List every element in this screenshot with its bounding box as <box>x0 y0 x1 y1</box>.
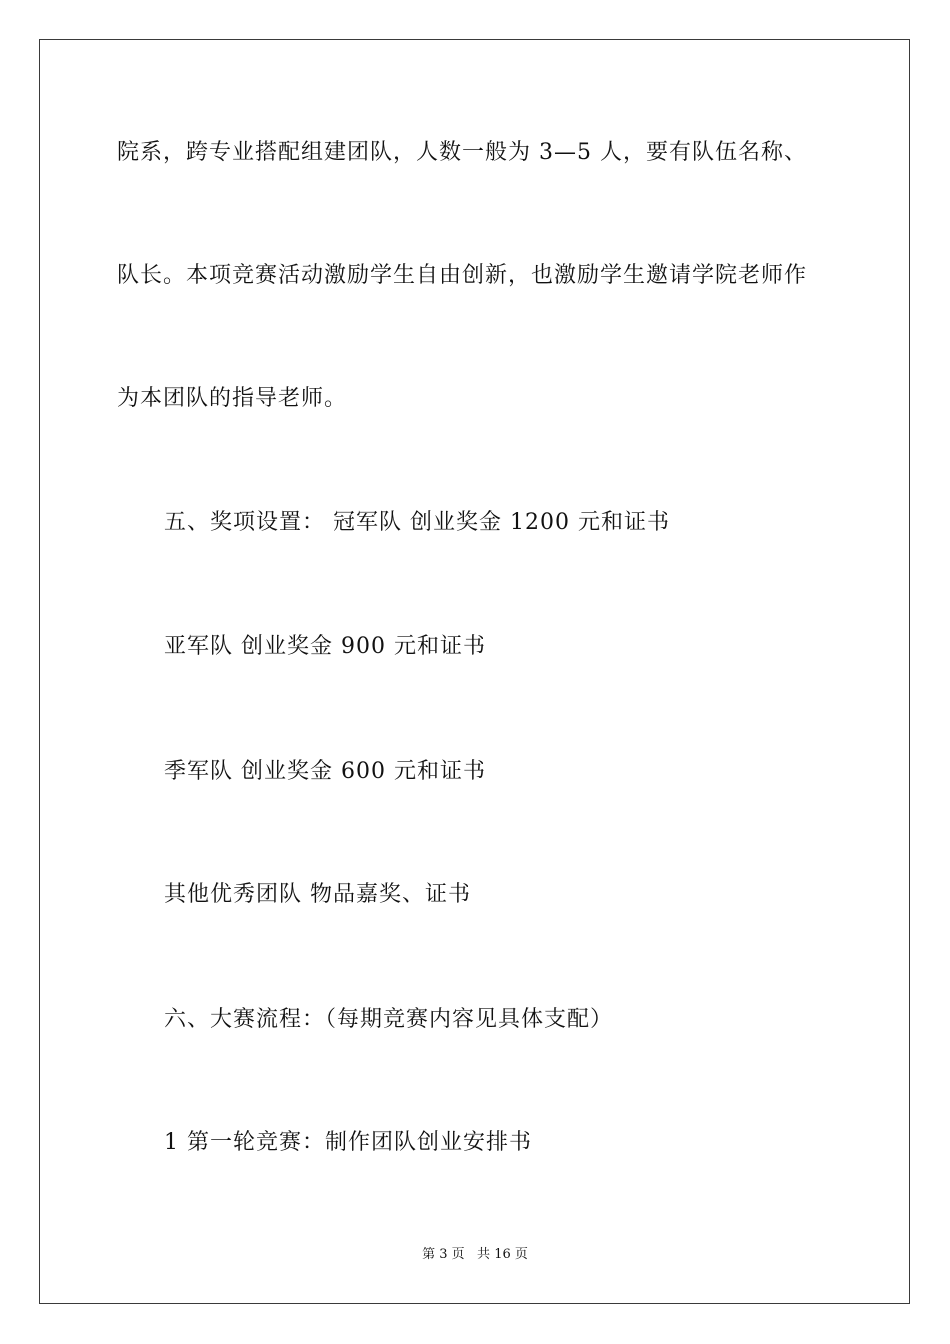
process-heading: 六、大赛流程：（每期竞赛内容见具体支配） <box>164 1007 614 1032</box>
page-border <box>39 39 910 1304</box>
award-third-place: 季军队 创业奖金 600 元和证书 <box>164 759 486 784</box>
paragraph-line-3: 为本团队的指导老师。 <box>117 386 348 411</box>
award-others: 其他优秀团队 物品嘉奖、证书 <box>164 882 471 907</box>
awards-heading: 五、奖项设置： 冠军队 创业奖金 1200 元和证书 <box>164 510 670 535</box>
page-number-footer: 第 3 页 共 16 页 <box>422 1247 528 1262</box>
award-second-place: 亚军队 创业奖金 900 元和证书 <box>164 634 486 659</box>
paragraph-line-2: 队长。本项竞赛活动激励学生自由创新，也激励学生邀请学院老师作 <box>117 263 808 288</box>
paragraph-line-1: 院系，跨专业搭配组建团队，人数一般为 3—5 人，要有队伍名称、 <box>117 140 807 165</box>
process-round-1: 1 第一轮竞赛：制作团队创业安排书 <box>164 1130 532 1155</box>
